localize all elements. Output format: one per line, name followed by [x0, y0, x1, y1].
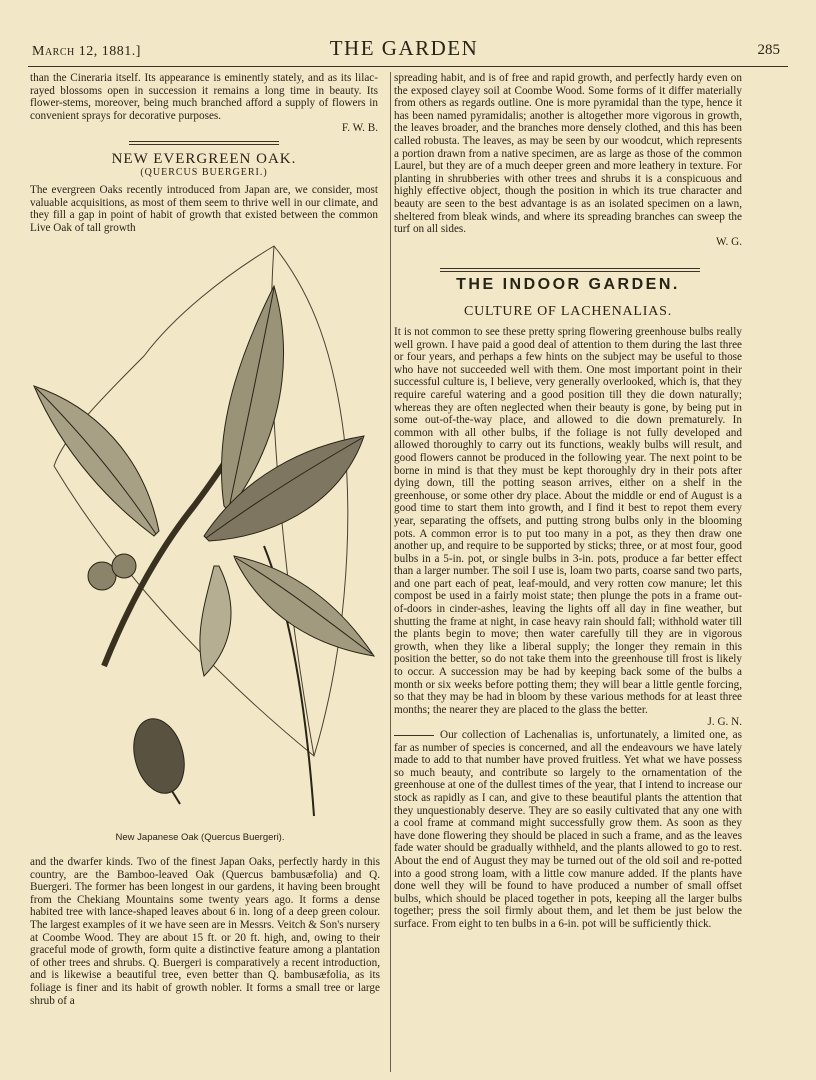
section-separator: [129, 141, 279, 145]
continued-paragraph: spreading habit, and is of free and rapid growth, and perfectly hardy even on the exposed clayey soil at Coombe Wood. Some forms of it differ materially from others as regards outline. One is more pyramidal than the type, hence it has been named pyramidalis; another is altogether more vigorous in growth, the leaves broader, and the branches more densely clothed, and this has been called robusta. The leaves, as may be seen by our woodcut, which represents a portion drawn from a native specimen, are as large as those of the common Laurel, but they are of a much deeper green and more leathery in texture. For planting in shrubberies with other trees and shrubs it is a conspicuous and highly effective object, though the position in which its true character and beauty are seen to the best advantage is as an isolated specimen on a lawn, sheltered from bleak winds, and where its spreading branches can sweep the turf on all sides.: [394, 72, 742, 236]
article-title: NEW EVERGREEN OAK.: [111, 150, 297, 167]
article-paragraph-2: and the dwarfer kinds. Two of the finest Japan Oaks, perfectly hardy in this country, are the Bamboo-leaved Oak (Quercus bambusæfolia) and Q. Buergeri. The former has been longest in our gardens, it having been brought from the Chekiang Mountains some twenty years ago. It forms a dense habited tree with lance-shaped leaves about 6 in. long of a deep green colour. The largest examples of it we have seen are in Messrs. Veitch & Son's nursery at Coombe Wood. They are about 15 ft. or 20 ft. high, and, owing to their graceful mode of growth, form quite a distinctive feature among a plantation of other trees and shrubs. Q. Buergeri is comparatively a recent introduction, and is likewise a beautiful tree, even better than Q. bambusæfolia, as its foliage is finer and its habit of growth nobler. It forms a small tree or large shrub of a: [30, 856, 380, 1007]
left-column-top: [30, 72, 378, 235]
intro-paragraph: than the Cineraria itself. Its appearance is eminently stately, and as its lilac-rayed blossoms open in succession it remains a long time in beauty. Its flower-stems, moreover, being much branched afford a supply of flowers in convenient sprays for decorative purposes.: [30, 72, 378, 122]
right-column-top: [394, 72, 742, 248]
intro-signature: F. W. B.: [341, 122, 378, 135]
page-number: 285: [757, 42, 780, 58]
section-title: THE INDOOR GARDEN.: [456, 276, 680, 293]
lachenalia-signature: J. G. N.: [707, 716, 742, 729]
column-divider: [390, 72, 391, 1072]
lachenalia-paragraph-1: It is not common to see these pretty spring flowering greenhouse bulbs really well grown. I have paid a good deal of attention to them during the last three or four years, and perhaps a few hints on the subject may be useful to those who have not succeeded well with them. One most important point in their successful culture is, I believe, very generally overlooked, which is, that they require careful watering and a good position till they die down naturally; whereas they are often neglected when their beauty is gone, by being put in some out-of-the-way place, and allowed to die down prematurely. In common with all other bulbs, if the foliage is not fully developed and allowed thoroughly to carry out its functions, weakly bulbs will result, and good flowers cannot be produced in the following year. The next point to be borne in mind is that they must be kept thoroughly dry in their pots after dying down, till the potting season arrives, either on a shelf in the greenhouse, or some other dry place. About the middle or end of August is a good time to start them into growth, and I find it best to repot them every year, separating the offsets, and putting strong bulbs only in the blooming pots. A common error is to put too many in a pot, as they then draw one another up, and require to be supported by sticks; three, or at most four, good bulbs in a 5-in. pot, or single bulbs in 3-in. pots, produce a far better effect than a larger number. The soil I use is, loam two parts, coarse sand two parts, and one part each of peat, leaf-mould, and very rotten cow manure; let this compost be used in a fairly moist state; then plunge the pots in a frame out-of-doors in cinder-ashes, leaving the lights off all day in fine weather, but shutting the frame at night, in case heavy rain should fall; withhold water till the plants begin to move; then water carefully till they are in vigorous growth, when they like a liberal supply; the longer they remain in this position the better, so do not take them into the greenhouse till frost is likely to occur. A succession may be had by keeping back some of the bulbs a month or six weeks before potting them; they will bear a little gentle forcing, so that they may be had in bloom by these various methods for at least three months; the nearer they are placed to the glass the better.: [394, 326, 742, 716]
article-paragraph-1: The evergreen Oaks recently introduced from Japan are, we consider, most valuable acquisitions, as most of them seem to thrive well in our climate, and they fill a gap in point of habit of growth that existed between the common Live Oak of tall growth: [30, 184, 378, 234]
subsection-title: CULTURE OF LACHENALIAS.: [463, 304, 673, 319]
left-column-bottom: [30, 856, 380, 1007]
lachenalia-paragraph-2: Our collection of Lachenalias is, unfortunately, a limited one, as far as number of species is concerned, and all the endeavours we have lately made to add to that number have proved fruitless. Yet what we have possess so much beauty, and contribute so largely to the ornamentation of the greenhouse at one of the dullest times of the year, that I intend to increase our stock as rapidly as I can, and give to these beautiful plants the attention that they unquestionably deserve. They are so easily cultivated that any one with a cool frame at command might successfully grow them. As soon as they have done flowering they should be placed in such a frame, and as the leaves fade water should be gradually withheld, and the plants allowed to go to rest. About the end of August they may be turned out of the old soil and re-potted into a good strong loam, with a little cow manure added. If the plants have done well they will be found to have produced a number of small offset bulbs, which should be placed together in pots, keeping all the larger bulbs together; press the soil firmly about them, and let them be just below the surface. From eight to ten bulbs in a 6-in. pot will be sufficiently thick.: [394, 729, 742, 930]
header-date: March 12, 1881.]: [32, 44, 141, 59]
right-column-body: [394, 326, 742, 931]
figure-caption: New Japanese Oak (Quercus Buergeri).: [115, 832, 285, 843]
lachenalia-paragraph-2-wrapper: [394, 729, 742, 931]
header-rule: [28, 66, 788, 67]
oak-engraving-illustration: [24, 236, 384, 836]
header-title: THE GARDEN: [329, 36, 479, 60]
dash-rule: [394, 735, 434, 736]
section-separator-wide: [440, 268, 700, 272]
continued-signature: W. G.: [715, 235, 742, 248]
article-subtitle: (QUERCUS BUERGERI.): [140, 166, 268, 178]
page-header: [28, 36, 780, 64]
